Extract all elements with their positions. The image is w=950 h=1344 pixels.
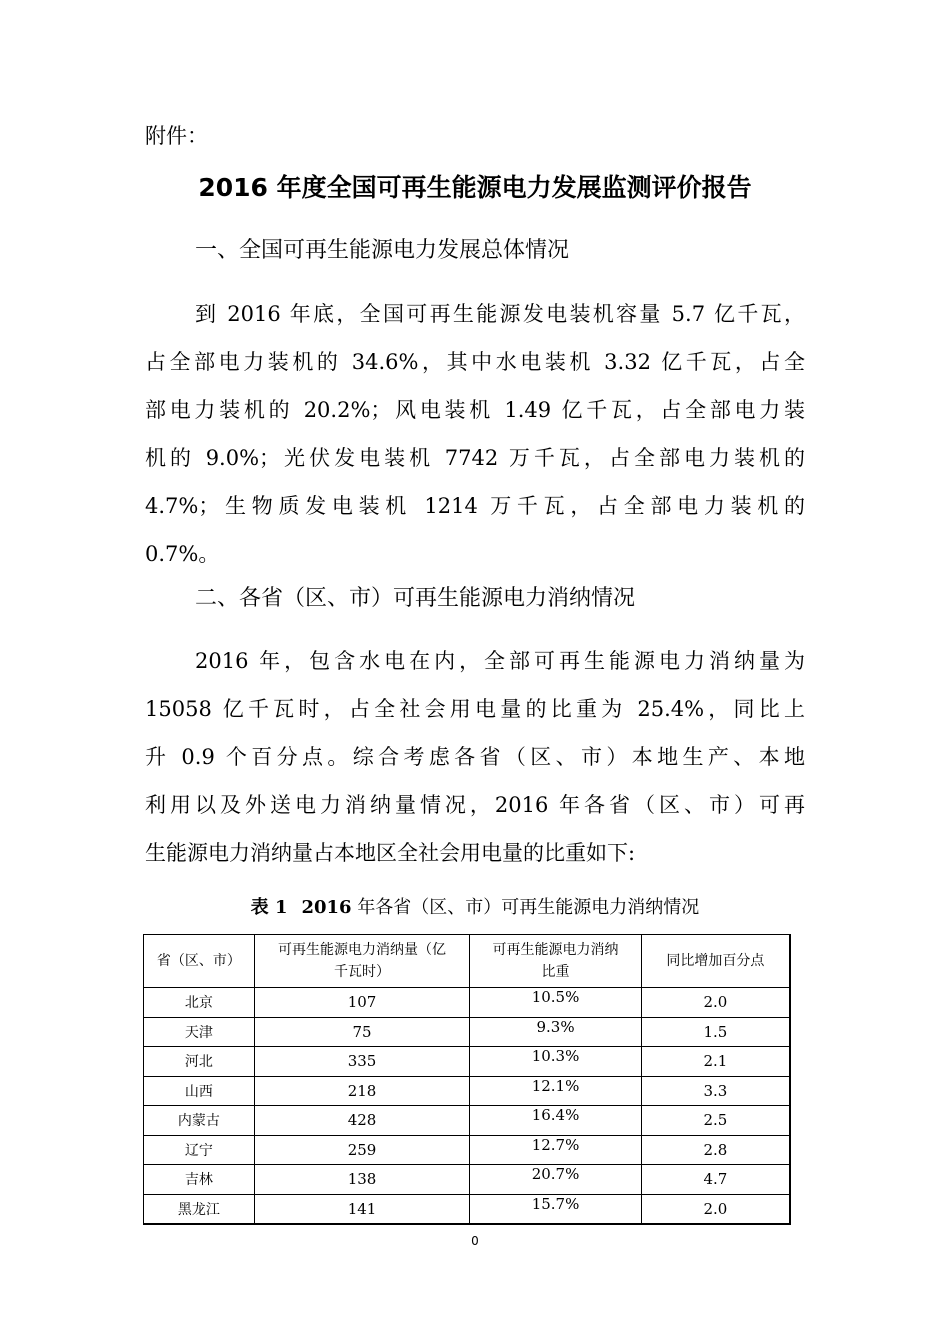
consumption-table	[143, 934, 791, 1225]
header-amount-line: 可再生能源电力消纳量（亿	[278, 942, 446, 958]
cell-share: 9.3%	[470, 1017, 642, 1047]
table-row	[144, 1076, 791, 1106]
paragraph-line: 机的 9.0%；光伏发电装机 7742 万千瓦，占全部电力装机的	[145, 446, 805, 470]
table-row	[144, 1135, 791, 1165]
header-share-line: 可再生能源电力消纳	[492, 942, 619, 958]
paragraph-line: 占全部电力装机的 34.6%，其中水电装机 3.32 亿千瓦，占全	[145, 350, 805, 374]
paragraph-line: 利用以及外送电力消纳量情况，2016 年各省（区、市）可再	[145, 793, 805, 817]
cell-change: 4.7	[641, 1165, 790, 1195]
cell-change: 2.0	[641, 1194, 790, 1224]
cell-amount: 428	[254, 1106, 469, 1136]
cell-amount: 138	[254, 1165, 469, 1195]
cell-amount: 259	[254, 1135, 469, 1165]
document-title: 2016 年度全国可再生能源电力发展监测评价报告	[198, 173, 752, 202]
cell-amount: 107	[254, 988, 469, 1018]
section-2-paragraph	[145, 637, 805, 877]
cell-region: 辽宁	[144, 1135, 255, 1165]
page-number: 0	[471, 1234, 479, 1248]
section-2-heading: 二、各省（区、市）可再生能源电力消纳情况	[195, 586, 636, 611]
table-caption-year: 2016	[301, 897, 352, 918]
cell-share: 20.7%	[470, 1165, 642, 1195]
paragraph-line: 到 2016 年底，全国可再生能源发电装机容量 5.7 亿千瓦，	[195, 302, 805, 326]
cell-region: 吉林	[144, 1165, 255, 1195]
table-header-row	[144, 935, 791, 988]
cell-region: 天津	[144, 1017, 255, 1047]
paragraph-line: 升 0.9 个百分点。综合考虑各省（区、市）本地生产、本地	[145, 745, 805, 769]
cell-amount: 218	[254, 1076, 469, 1106]
cell-change: 2.8	[641, 1135, 790, 1165]
cell-amount: 141	[254, 1194, 469, 1224]
cell-amount: 335	[254, 1047, 469, 1077]
header-share	[470, 935, 642, 988]
paragraph-line: 部电力装机的 20.2%；风电装机 1.49 亿千瓦，占全部电力装	[145, 398, 805, 422]
table-row	[144, 1017, 791, 1047]
cell-share: 10.3%	[470, 1047, 642, 1077]
cell-share: 16.4%	[470, 1106, 642, 1136]
cell-change: 3.3	[641, 1076, 790, 1106]
cell-share: 10.5%	[470, 988, 642, 1018]
section-1-paragraph	[145, 290, 805, 578]
cell-share: 12.7%	[470, 1135, 642, 1165]
cell-change: 2.1	[641, 1047, 790, 1077]
header-change: 同比增加百分点	[641, 935, 790, 988]
cell-change: 1.5	[641, 1017, 790, 1047]
cell-region: 山西	[144, 1076, 255, 1106]
table-caption-number: 表 1	[250, 897, 288, 918]
table-row	[144, 1165, 791, 1195]
table-row	[144, 988, 791, 1018]
attachment-label: 附件：	[145, 124, 208, 148]
cell-change: 2.0	[641, 988, 790, 1018]
paragraph-line: 15058 亿千瓦时，占全社会用电量的比重为 25.4%，同比上	[145, 697, 805, 721]
paragraph-line: 2016 年，包含水电在内，全部可再生能源电力消纳量为	[195, 649, 805, 673]
paragraph-line: 生能源电力消纳量占本地区全社会用电量的比重如下:	[145, 841, 636, 865]
cell-region: 北京	[144, 988, 255, 1018]
section-1-heading: 一、全国可再生能源电力发展总体情况	[195, 238, 570, 263]
table-caption-text: 年各省（区、市）可再生能源电力消纳情况	[357, 897, 700, 918]
cell-share: 15.7%	[470, 1194, 642, 1224]
header-region: 省（区、市）	[144, 935, 255, 988]
cell-share: 12.1%	[470, 1076, 642, 1106]
paragraph-line: 4.7%；生物质发电装机 1214 万千瓦，占全部电力装机的	[145, 494, 805, 518]
table-row	[144, 1047, 791, 1077]
table-row	[144, 1106, 791, 1136]
table-row	[144, 1194, 791, 1224]
cell-region: 黑龙江	[144, 1194, 255, 1224]
cell-amount: 75	[254, 1017, 469, 1047]
header-share-line: 比重	[541, 964, 570, 980]
header-amount	[254, 935, 469, 988]
cell-change: 2.5	[641, 1106, 790, 1136]
cell-region: 内蒙古	[144, 1106, 255, 1136]
table-caption	[0, 893, 950, 919]
cell-region: 河北	[144, 1047, 255, 1077]
header-amount-line: 千瓦时）	[334, 964, 390, 980]
paragraph-line: 0.7%。	[145, 542, 220, 566]
